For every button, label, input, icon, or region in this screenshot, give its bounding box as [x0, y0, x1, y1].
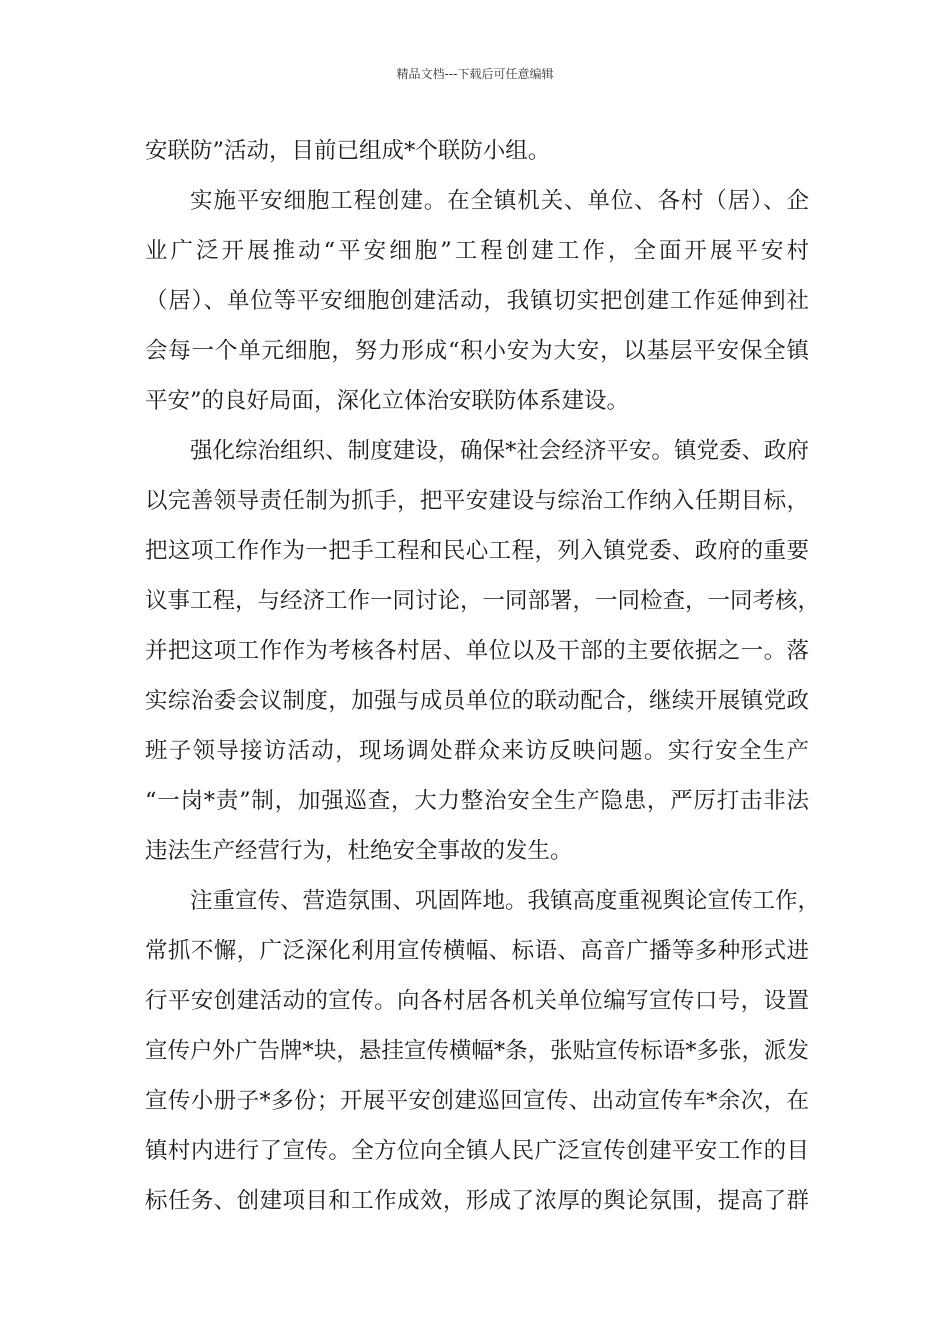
text-line: 实综治委会议制度，加强与成员单位的联动配合，继续开展镇党政: [145, 688, 809, 714]
text-line: 宣传小册子*多份；开展平安创建巡回宣传、出动宣传车*余次，在: [145, 1088, 809, 1114]
paragraph: [145, 176, 809, 426]
text-line: 强化综治组织、制度建设，确保*社会经济平安。镇党委、政府: [190, 438, 809, 464]
text-line: 常抓不懈，广泛深化利用宣传横幅、标语、高音广播等多种形式进: [145, 938, 809, 964]
text-line: 议事工程，与经济工作一同讨论，一同部署，一同检查，一同考核，: [145, 588, 821, 614]
text-line: 镇村内进行了宣传。全方位向全镇人民广泛宣传创建平安工作的目: [145, 1138, 809, 1164]
text-line: 会每一个单元细胞，努力形成“积小安为大安，以基层平安保全镇: [145, 338, 809, 364]
paragraph: [145, 126, 809, 176]
text-line: 班子领导接访活动，现场调处群众来访反映问题。实行安全生产: [145, 738, 809, 764]
text-line: 以完善领导责任制为抓手，把平安建设与综治工作纳入任期目标，: [145, 488, 809, 514]
text-line: 注重宣传、营造氛围、巩固阵地。我镇高度重视舆论宣传工作，: [190, 888, 821, 914]
text-line: 把这项工作作为一把手工程和民心工程，列入镇党委、政府的重要: [145, 538, 809, 564]
text-line: 违法生产经营行为，杜绝安全事故的发生。: [145, 838, 573, 864]
page-header: 精品文档---下载后可任意编辑: [396, 67, 554, 81]
paragraph: [145, 876, 821, 1226]
text-line: 宣传户外广告牌*块，悬挂宣传横幅*条，张贴宣传标语*多张，派发: [145, 1038, 809, 1064]
text-line: （居）、单位等平安细胞创建活动，我镇切实把创建工作延伸到社: [145, 288, 809, 314]
text-line: “一岗*责”制，加强巡查，大力整治安全生产隐患，严厉打击非法: [145, 788, 809, 814]
text-line: 安联防”活动，目前已组成*个联防小组。: [145, 138, 551, 164]
document-body: [145, 126, 821, 1226]
paragraph: [145, 426, 821, 876]
text-line: 并把这项工作作为考核各村居、单位以及干部的主要依据之一。落: [145, 638, 809, 664]
text-line: 业广泛开展推动“平安细胞”工程创建工作，全面开展平安村: [145, 238, 809, 264]
text-line: 行平安创建活动的宣传。向各村居各机关单位编写宣传口号，设置: [145, 988, 809, 1014]
text-line: 实施平安细胞工程创建。在全镇机关、单位、各村（居）、企: [190, 188, 809, 214]
text-line: 标任务、创建项目和工作成效，形成了浓厚的舆论氛围，提高了群: [145, 1188, 809, 1214]
text-line: 平安”的良好局面，深化立体治安联防体系建设。: [145, 388, 630, 414]
